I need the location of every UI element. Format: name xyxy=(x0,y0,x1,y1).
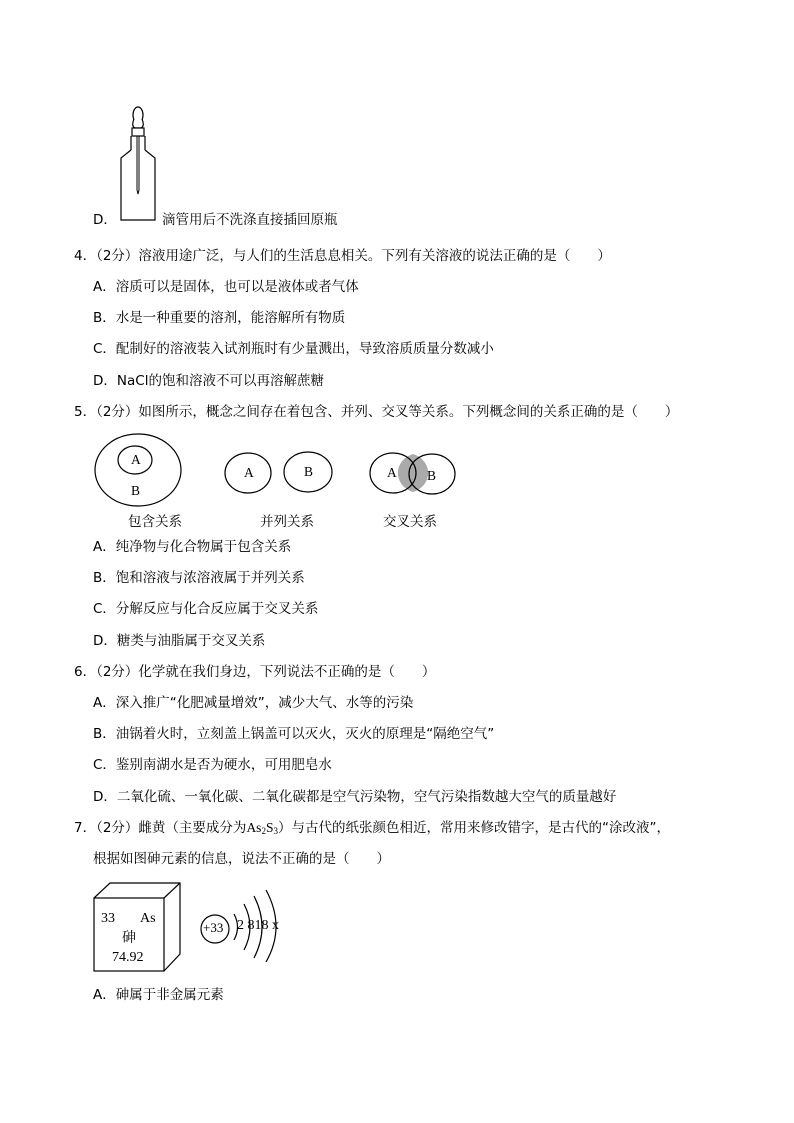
q6-option-c: C．鉴别南湖水是否为硬水，可用肥皂水 xyxy=(93,757,332,773)
q7-formula: $As_2S_3$ xyxy=(246,820,278,836)
q6-option-d: D．二氧化硫、一氧化碳、二氧化碳都是空气污染物，空气污染指数越大空气的质量越好 xyxy=(93,789,617,805)
q4-option-d: D．NaCl的饱和溶液不可以再溶解蔗糖 xyxy=(93,373,324,389)
q7-stem-line1 xyxy=(74,818,670,841)
electron-shells-label: 2 818 x xyxy=(237,918,279,933)
q4-option-b: B．水是一种重要的溶剂，能溶解所有物质 xyxy=(93,310,346,326)
q3-option-d-text: 滴管用后不洗涤直接插回原瓶 xyxy=(162,212,338,228)
q6-stem: 6．（2分）化学就在我们身边，下列说法不正确的是（ ） xyxy=(74,664,436,680)
dropper-bottle-figure xyxy=(112,104,164,226)
q4-stem: 4．（2分）溶液用途广泛，与人们的生活息息相关。下列有关溶液的说法正确的是（ ） xyxy=(74,248,611,264)
q3-option-d-letter: D． xyxy=(93,212,117,228)
inclusion-inner-label: A xyxy=(131,452,141,467)
q7-option-a: A．砷属于非金属元素 xyxy=(93,987,224,1003)
q5-stem: 5．（2分）如图所示，概念之间存在着包含、并列、交叉等关系。下列概念间的关系正确的是（ ） xyxy=(74,404,679,420)
parallel-caption: 并列关系 xyxy=(260,514,314,530)
q7-stem-line2: 根据如图砷元素的信息，说法不正确的是（ ） xyxy=(93,851,390,867)
element-mass: 74.92 xyxy=(112,950,144,965)
q5-option-a: A．纯净物与化合物属于包含关系 xyxy=(93,539,292,555)
parallel-left-label: A xyxy=(244,465,254,480)
element-symbol: As xyxy=(140,911,156,926)
element-number: 33 xyxy=(101,911,115,926)
intersect-right-label: B xyxy=(427,468,437,483)
parallel-right-label: B xyxy=(304,464,314,479)
inclusion-outer-label: B xyxy=(131,483,141,498)
q5-option-d: D．糖类与油脂属于交叉关系 xyxy=(93,633,266,649)
q7-stem-part1: 7．（2分）雌黄（主要成分为 xyxy=(74,820,247,836)
q5-option-b: B．饱和溶液与浓溶液属于并列关系 xyxy=(93,570,305,586)
concept-relation-diagram xyxy=(90,430,470,510)
q6-option-b: B．油锅着火时，立刻盖上锅盖可以灭火，灭火的原理是“隔绝空气” xyxy=(93,726,495,742)
q4-option-c: C．配制好的溶液装入试剂瓶时有少量溅出，导致溶质质量分数减小 xyxy=(93,341,494,357)
q4-option-a: A．溶质可以是固体，也可以是液体或者气体 xyxy=(93,279,359,295)
intersect-caption: 交叉关系 xyxy=(383,514,437,530)
nucleus-label: +33 xyxy=(203,920,224,935)
intersect-left-label: A xyxy=(387,465,397,480)
element-name: 砷 xyxy=(122,930,136,946)
q5-option-c: C．分解反应与化合反应属于交叉关系 xyxy=(93,601,319,617)
inclusion-caption: 包含关系 xyxy=(128,514,182,530)
q6-option-a: A．深入推广“化肥减量增效”，减少大气、水等的污染 xyxy=(93,695,414,711)
q7-stem-part2: ）与古代的纸张颜色相近，常用来修改错字，是古代的“涂改液”， xyxy=(277,820,670,836)
